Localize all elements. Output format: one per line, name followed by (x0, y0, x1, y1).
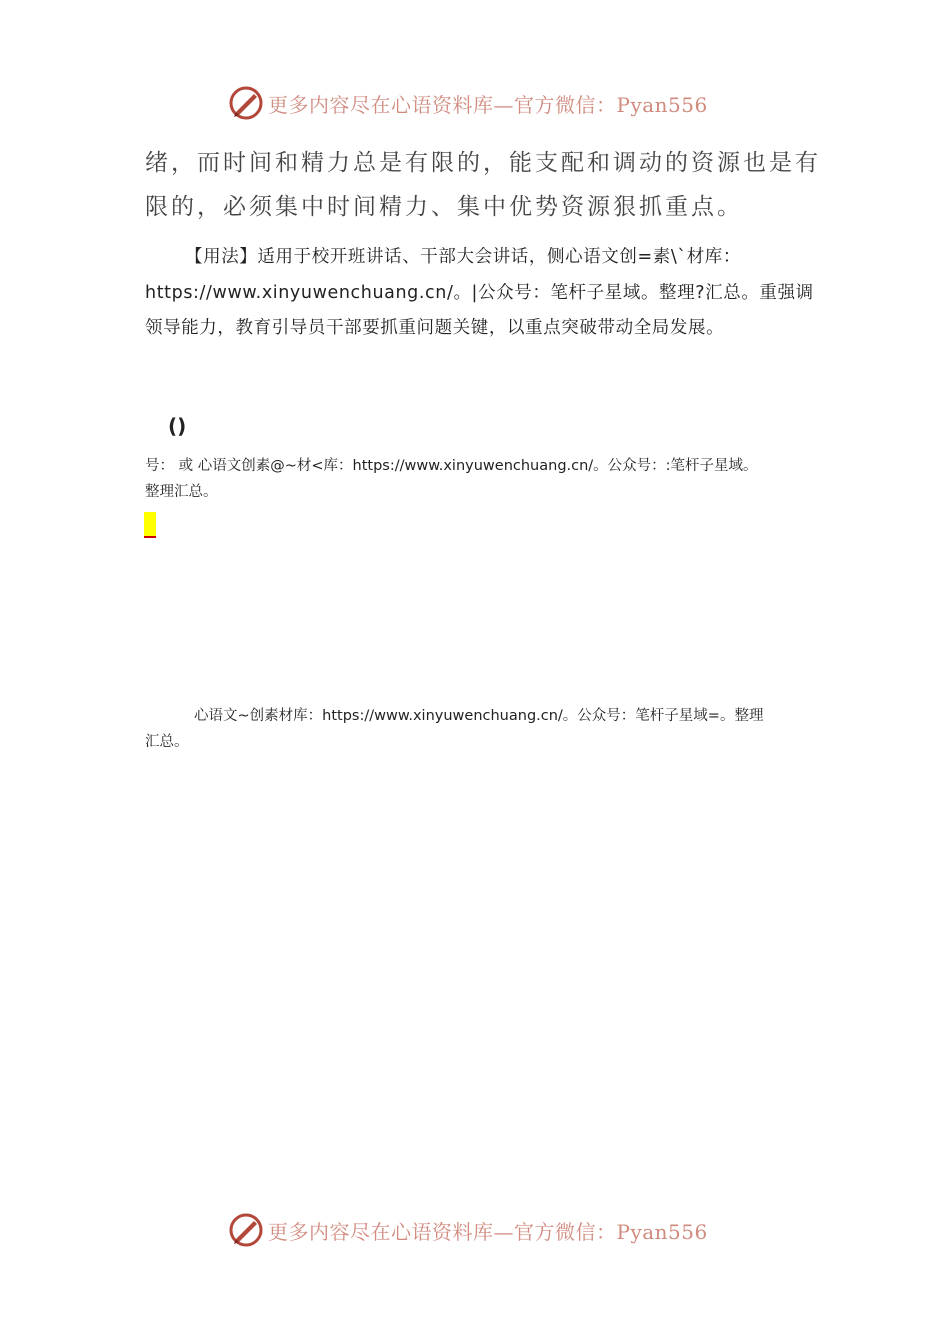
usage-line: 【用法】适用于校开班讲话、干部大会讲话，侧心语文创=素\`材库： (185, 247, 742, 267)
wechat-id: Pyan556 (616, 1219, 708, 1244)
note-line: 心语文~创素材库：https://www.xinyuwenchuang.cn/。公众号：笔杆子星域=。整理 (194, 708, 764, 724)
paragraph-line: 绪，而时间和精力总是有限的，能支配和调动的资源也是有 (145, 150, 821, 176)
usage-line: 领导能力，教育引导员干部要抓重问题关键，以重点突破带动全局发展。 (145, 318, 725, 338)
footer-banner (228, 1210, 708, 1250)
highlight-marker (144, 512, 156, 536)
pen-circle-logo-icon (228, 85, 264, 121)
note-line: 整理汇总。 (145, 484, 218, 500)
header-banner (228, 83, 708, 123)
banner-text: 更多内容尽在心语资料库—官方微信：Pyan556 (268, 92, 708, 117)
highlight-underline (144, 536, 156, 538)
paragraph-line: 限的，必须集中时间精力、集中优势资源狠抓重点。 (145, 194, 743, 220)
wechat-id: Pyan556 (616, 92, 708, 117)
banner-text: 更多内容尽在心语资料库—官方微信：Pyan556 (268, 1219, 708, 1244)
pen-circle-logo-icon (228, 1212, 264, 1248)
note-line: 号： 或 心语文创素@~材<库：https://www.xinyuwenchuang.cn/。公众号：:笔杆子星域。 (145, 458, 758, 474)
empty-parentheses: () (168, 414, 187, 438)
usage-line: https://www.xinyuwenchuang.cn/。|公众号：笔杆子星域。整理?汇总。重强调 (145, 283, 814, 303)
note-line: 汇总。 (145, 734, 189, 750)
